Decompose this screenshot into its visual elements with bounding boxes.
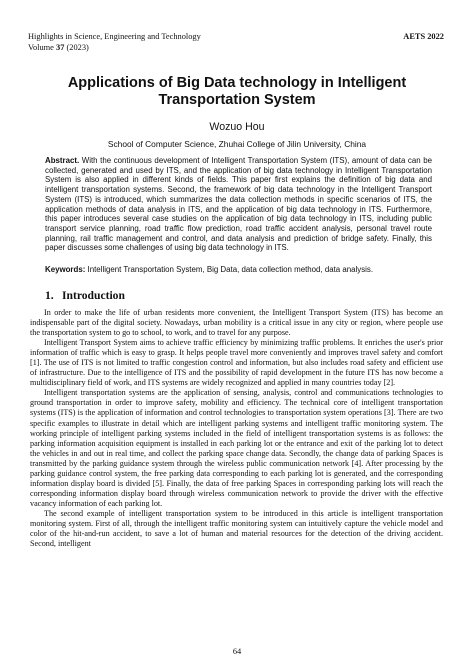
section-heading	[45, 289, 125, 302]
body-paragraph: The second example of intelligent transportation system to be introduced in this article is intelligent transportation monitoring system. First of all, through the intelligent traffic monitoring system can intuitively capture the vehicle model and color of the hit-and-run accident, to save a lot of human and material resources for the detection of the driving accident. Second, intelligent	[30, 508, 443, 549]
author-affiliation: School of Computer Science, Zhuhai College of Jilin University, China	[107, 139, 367, 149]
abstract-label: Abstract.	[45, 156, 80, 165]
paper-title: Applications of Big Data technology in Intelligent Transportation System	[67, 75, 407, 108]
conference-name: AETS 2022	[403, 32, 444, 41]
keywords-label: Keywords:	[45, 265, 86, 274]
volume-line	[28, 42, 89, 53]
body-paragraph: Intelligent transportation systems are the application of sensing, analysis, control and communications technologies to ground transportation in order to improve safety, mobility and efficiency. The technical core of intelligent transportation systems (ITS) is the application of information and control technologies to transportation system operations [3]. There are two specific examples to illustrate in detail which are intelligent parking systems and intelligent traffic monitoring system. The working principle of intelligent parking systems included in the field of intelligent transportation systems is as follows: the parking information acquisition equipment is installed in each parking lot or the entrance and exit of the parking lot to detect the vehicles in and out in real time, and collect the parking space change data. Secondly, the change data of parking Spaces is transmitted by the parking guidance system through the wireless public communication network [4]. After processing by the parking guidance control system, the free parking data corresponding to each parking lot is generated, and the corresponding information display board is divided [5]. Finally, the data of free parking Spaces in corresponding parking lots will reach the corresponding information display board through wireless communication network to provide the driver with the effective vacancy information of each parking lot.	[30, 388, 443, 508]
author-name: Wozuo Hou	[209, 121, 265, 133]
volume-number: 37	[56, 43, 65, 52]
section-number: 1.	[45, 289, 54, 302]
body-paragraph: Intelligent Transport System aims to achieve traffic efficiency by minimizing traffic problems. It enriches the user's prior information of traffic which is easy to grasp. It helps people travel more conveniently and improves travel safety and comfort [1]. The use of ITS is not limited to traffic congestion control and information, but also includes road safety and efficient use of infrastructure. Due to the intelligence of ITS and the possibility of rapid development in the future ITS has now become a multidisciplinary field of work, and ITS systems are widely recognized and applied in many countries today [2].	[30, 338, 443, 388]
abstract	[45, 156, 432, 253]
section-title: Introduction	[62, 289, 125, 302]
keywords	[45, 265, 432, 275]
volume-prefix: Volume	[28, 43, 56, 52]
journal-name: Highlights in Science, Engineering and Technology	[28, 32, 201, 41]
abstract-text: With the continuous development of Intelligent Transportation System (ITS), amount of data can be collected, generated and used by ITS, and the application of big data technology in Intelligent Transportation System is also applied in different kinds of fields. This paper first explains the definition of big data and intelligent transportation systems. Second, the framework of big data technology in the Intelligent Transport System (ITS) is introduced, which summarizes the data collection methods in specific scenarios of ITS, the application methods of data analysis in ITS, and the application of big data technology in ITS. Furthermore, this paper introduces several case studies on the application of big data technology in ITS, including public transport service planning, road traffic flow prediction, road traffic accident analysis, personal travel route planning, rail traffic management and control, and data analysis and prediction of bridge safety. Finally, this paper discusses some challenges of using big data technology in ITS.	[45, 156, 432, 253]
body-paragraph: In order to make the life of urban residents more convenient, the Intelligent Transport System (ITS) has become an indispensable part of the digital society. Nowadays, urban mobility is a critical issue in any city or region, where people use the transportation system to go to school, to work, and to travel for any purpose.	[30, 308, 443, 338]
section-body	[30, 308, 443, 549]
keywords-text: Intelligent Transportation System, Big Data, data collection method, data analysis.	[85, 265, 374, 274]
page-number: 64	[232, 647, 242, 656]
volume-year: (2023)	[64, 43, 89, 52]
